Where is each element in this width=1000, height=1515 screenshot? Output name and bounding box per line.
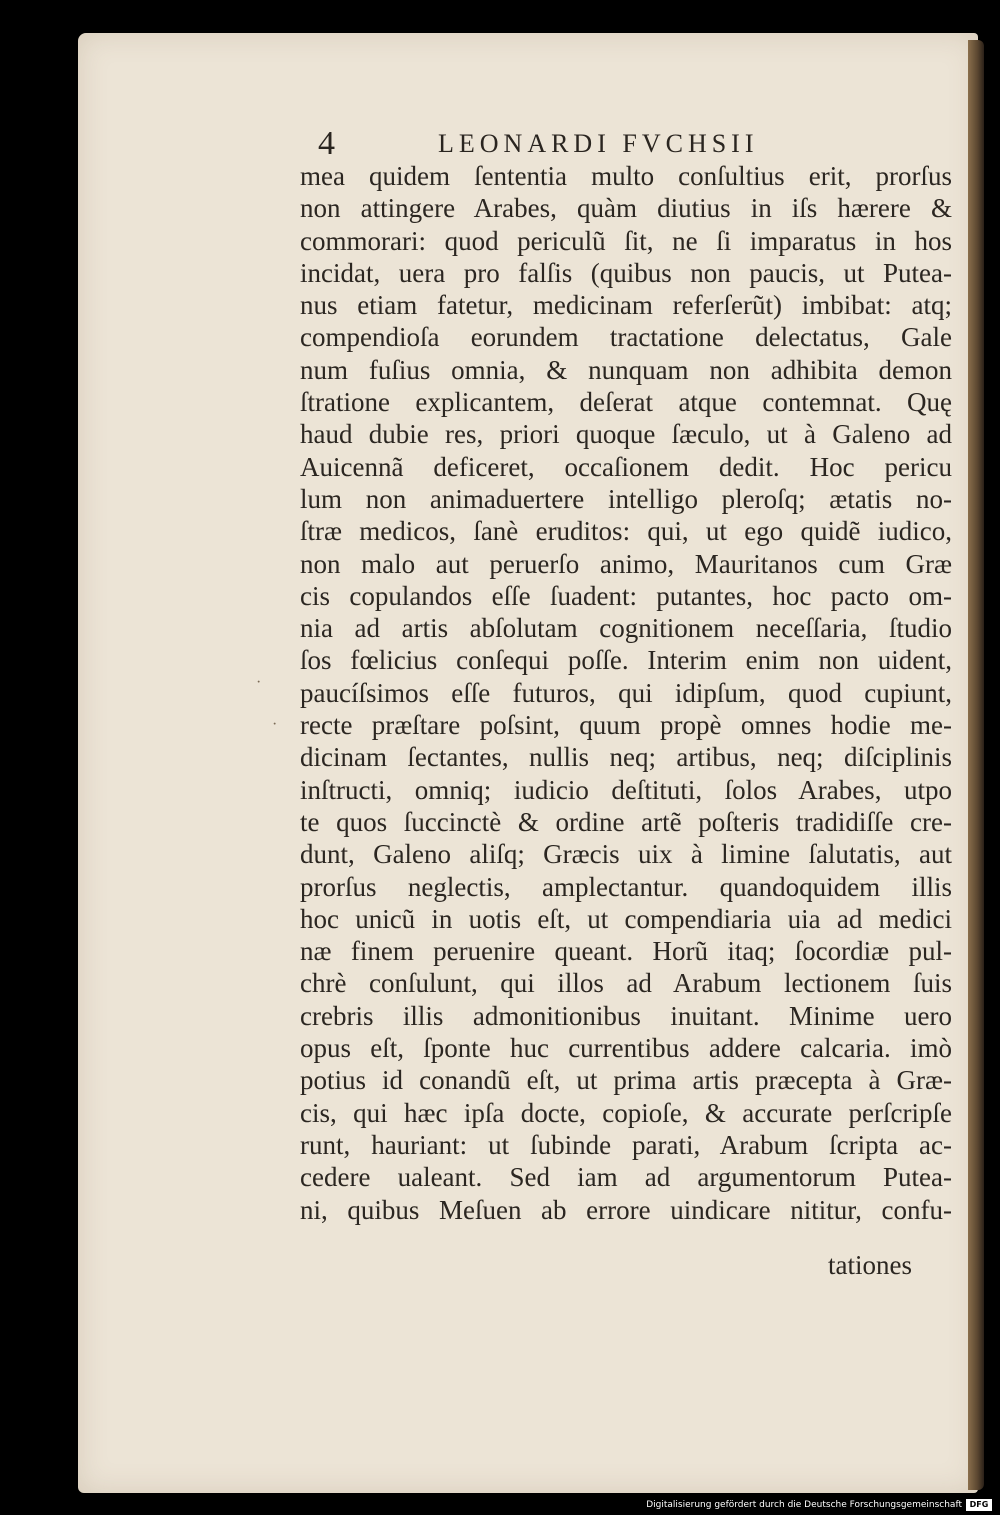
text-line: lum non animaduertere intelligo pleroſq; ætatis no- [300, 483, 952, 514]
catchword: tationes [828, 1250, 912, 1280]
text-line: dunt, Galeno aliſq; Græcis uix à limine ſalutatis, aut [300, 839, 952, 870]
text-line: cedere ualeant. Sed iam ad argumentorum Putea- [300, 1162, 952, 1193]
text-line: hoc unicũ in uotis eſt, ut compendiaria uia ad medici [300, 903, 952, 934]
page-edge [968, 40, 984, 1490]
text-line: ſtræ medicos, ſanè eruditos: qui, ut ego quidẽ iudico, [300, 516, 952, 547]
text-line: chrè conſulunt, qui illos ad Arabum lectionem ſuis [300, 968, 952, 999]
text-line: crebris illis admonitionibus inuitant. Minime uero [300, 1000, 952, 1031]
text-line: cis, qui hæc ipſa docte, copioſe, & accurate perſcripſe [300, 1097, 952, 1128]
text-line: ni, quibus Meſuen ab errore uindicare nititur, confu- [300, 1194, 952, 1225]
text-line: Auicennã deficeret, occaſionem dedit. Hoc pericu [300, 451, 952, 482]
text-line: commorari: quod periculũ ſit, ne ſi imparatus in hos [300, 225, 952, 256]
digitization-credit: Digitalisierung gefördert durch die Deutsche Forschungsgemeinschaft [646, 1500, 962, 1510]
text-line: cis copulandos eſſe ſuadent: putantes, hoc pacto om- [300, 580, 952, 611]
text-line: recte præſtare poſsint, quum propè omnes hodie me- [300, 710, 952, 741]
running-title: LEONARDI FVCHSII [438, 129, 759, 158]
margin-smudge-mark: · [272, 716, 278, 733]
text-line: mea quidem ſententia multo conſultius erit, prorſus [300, 161, 952, 191]
text-line: nia ad artis abſolutam cognitionem neceſſaria, ſtudio [300, 613, 952, 644]
text-line: dicinam ſectantes, nullis neq; artibus, neq; diſciplinis [300, 742, 952, 773]
text-line: ſtratione explicantem, deſerat atque contemnat. Quę [300, 387, 952, 418]
dfg-logo: DFG [966, 1499, 992, 1511]
body-text [300, 160, 952, 1226]
text-line: runt, hauriant: ut ſubinde parati, Arabum ſcripta ac- [300, 1129, 952, 1160]
text-line: non malo aut peruerſo animo, Mauritanos cum Græ [300, 548, 952, 579]
text-line: te quos ſuccinctè & ordine artẽ poſteris tradidiſſe cre- [300, 806, 952, 837]
text-line: ſos fœlicius conſequi poſſe. Interim enim non uident, [300, 645, 952, 676]
text-line: næ finem peruenire queant. Horũ itaq; ſocordiæ pul- [300, 936, 952, 967]
text-line: opus eſt, ſponte huc currentibus addere calcaria. imò [300, 1033, 952, 1064]
text-line: incidat, uera pro falſis (quibus non paucis, ut Putea- [300, 257, 952, 288]
text-line: non attingere Arabes, quàm diutius in iſs hærere & [300, 193, 952, 224]
text-line: paucíſsimos eſſe futuros, qui idipſum, quod cupiunt, [300, 677, 952, 708]
margin-smudge-mark: · [256, 674, 262, 691]
text-line: inſtructi, omniq; iudicio deſtituti, ſolos Arabes, utpo [300, 774, 952, 805]
folio-number: 4 [318, 125, 335, 162]
text-line: haud dubie res, priori quoque ſæculo, ut à Galeno ad [300, 419, 952, 450]
text-line: nus etiam fatetur, medicinam referſerũt) imbibat: atq; [300, 290, 952, 321]
text-line: prorſus neglectis, amplectantur. quandoquidem illis [300, 871, 952, 902]
text-line: num fuſius omnia, & nunquam non adhibita demon [300, 354, 952, 385]
text-line: potius id conandũ eſt, ut prima artis præcepta à Græ- [300, 1065, 952, 1096]
text-line: compendioſa eorundem tractatione delectatus, Gale [300, 322, 952, 353]
